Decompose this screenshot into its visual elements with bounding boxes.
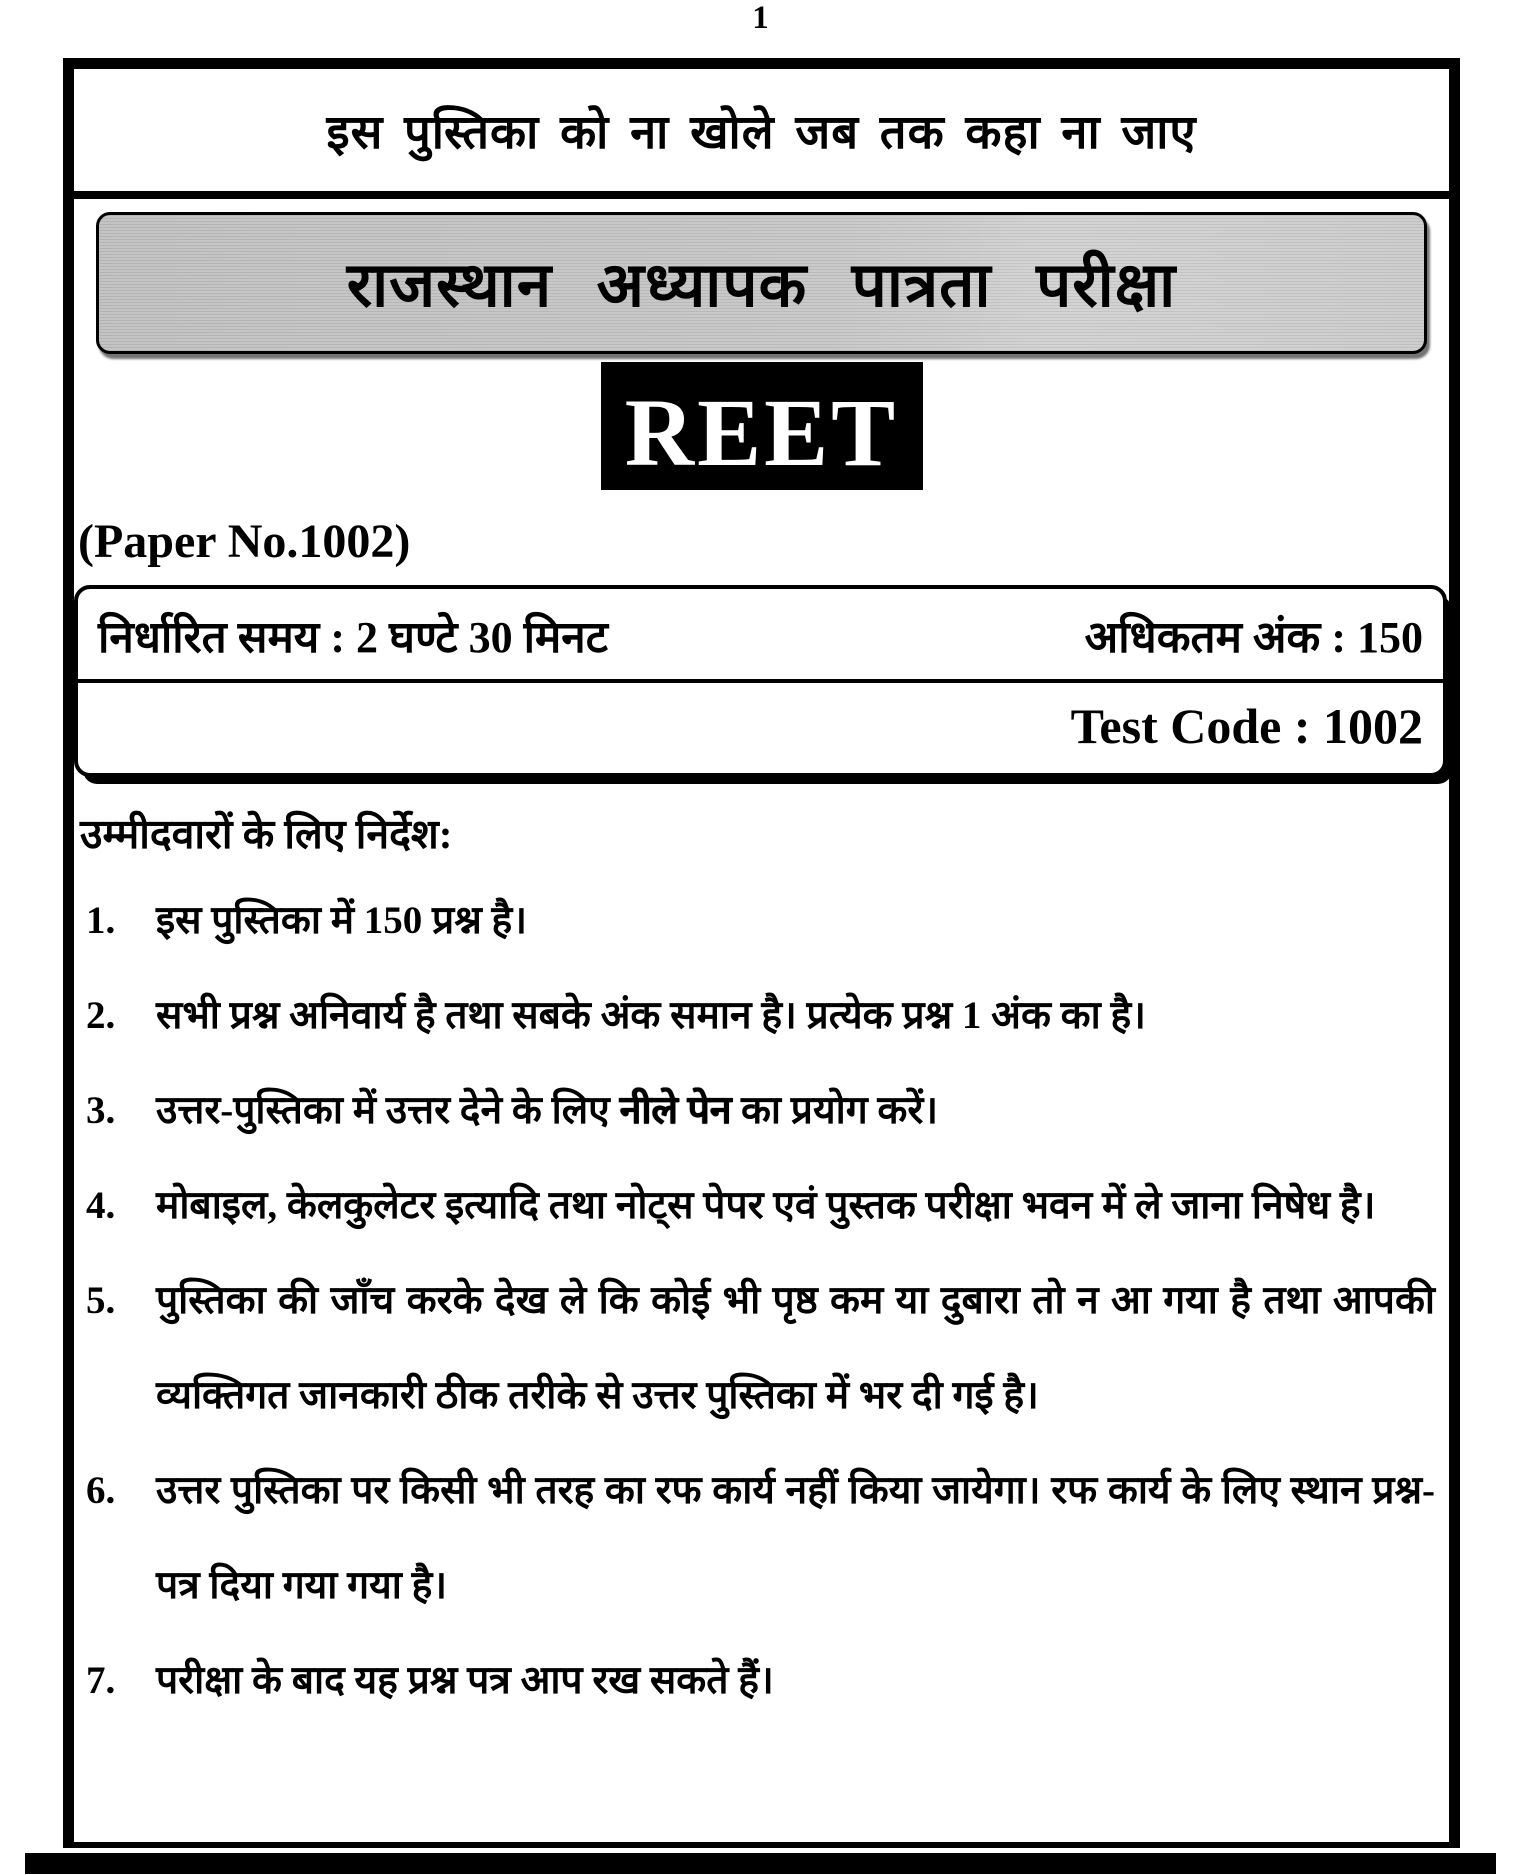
item-number: 3. — [86, 1088, 116, 1132]
item-text — [156, 968, 1449, 1063]
item-text — [156, 1063, 1449, 1158]
item-text-pre: इस पुस्तिका में 150 प्रश्न है। — [156, 898, 528, 942]
max-marks-label: अधिकतम अंक : 150 — [1084, 612, 1423, 662]
item-text-pre: उत्तर-पुस्तिका में उत्तर देने के लिए — [156, 1088, 620, 1132]
item-number: 5. — [86, 1278, 116, 1322]
reet-acronym-text: REET — [624, 379, 899, 486]
item-text — [156, 1158, 1449, 1253]
item-text — [156, 1253, 1449, 1443]
item-text-pre: परीक्षा के बाद यह प्रश्न पत्र आप रख सकते हैं। — [156, 1658, 774, 1702]
instructions-heading: उम्मीदवारों के लिए निर्देश: — [80, 810, 453, 857]
instruction-item-7 — [74, 1633, 1449, 1728]
instruction-item-4 — [74, 1158, 1449, 1253]
instruction-item-2 — [74, 968, 1449, 1063]
reet-badge — [601, 362, 923, 490]
item-text-bold: नीले पेन — [619, 1088, 732, 1132]
item-number: 6. — [86, 1468, 116, 1512]
info-row-test-code — [78, 683, 1443, 773]
exam-title-text: राजस्थान अध्यापक पात्रता परीक्षा — [346, 252, 1177, 320]
item-text — [156, 1633, 1449, 1728]
info-row-time-marks — [78, 589, 1443, 683]
item-text-pre: उत्तर पुस्तिका पर किसी भी तरह का रफ कार्य नहीं किया जायेगा। रफ कार्य के लिए स्थान प्रश्न-पत्र दिया गया गया है। — [156, 1468, 1435, 1607]
item-number: 2. — [86, 993, 116, 1037]
item-text — [156, 1443, 1449, 1633]
allotted-time-label: निर्धारित समय : 2 घण्टे 30 मिनट — [98, 612, 608, 662]
instruction-item-5 — [74, 1253, 1449, 1443]
item-text-post: का प्रयोग करें। — [731, 1088, 939, 1132]
item-text-pre: सभी प्रश्न अनिवार्य है तथा सबके अंक समान है। प्रत्येक प्रश्न 1 अंक का है। — [156, 993, 1146, 1037]
instructions-list — [74, 873, 1449, 1728]
exam-title-plate — [96, 212, 1427, 354]
document-border-box — [63, 58, 1460, 1848]
instruction-item-6 — [74, 1443, 1449, 1633]
item-number: 4. — [86, 1183, 116, 1227]
exam-info-box — [74, 585, 1447, 777]
item-text-pre: मोबाइल, केलकुलेटर इत्यादि तथा नोट्स पेपर एवं पुस्तक परीक्षा भवन में ले जाना निषेध है। — [156, 1183, 1376, 1227]
item-number: 7. — [86, 1658, 116, 1702]
item-text — [156, 873, 1449, 968]
instruction-item-3 — [74, 1063, 1449, 1158]
page-number: 1 — [752, 0, 769, 36]
notice-banner — [74, 69, 1449, 199]
test-code-label: Test Code : 1002 — [1070, 697, 1423, 754]
item-text-pre: पुस्तिका की जाँच करके देख ले कि कोई भी पृष्ठ कम या दुबारा तो न आ गया है तथा आपकी व्यक्तिगत जानकारी ठीक तरीके से उत्तर पुस्तिका में भर दी गई है। — [156, 1278, 1435, 1417]
instruction-item-1 — [74, 873, 1449, 968]
paper-number: (Paper No.1002) — [78, 514, 411, 568]
notice-text: इस पुस्तिका को ना खोले जब तक कहा ना जाए — [326, 107, 1197, 159]
item-number: 1. — [86, 898, 116, 942]
bottom-shadow-bar — [25, 1853, 1496, 1874]
